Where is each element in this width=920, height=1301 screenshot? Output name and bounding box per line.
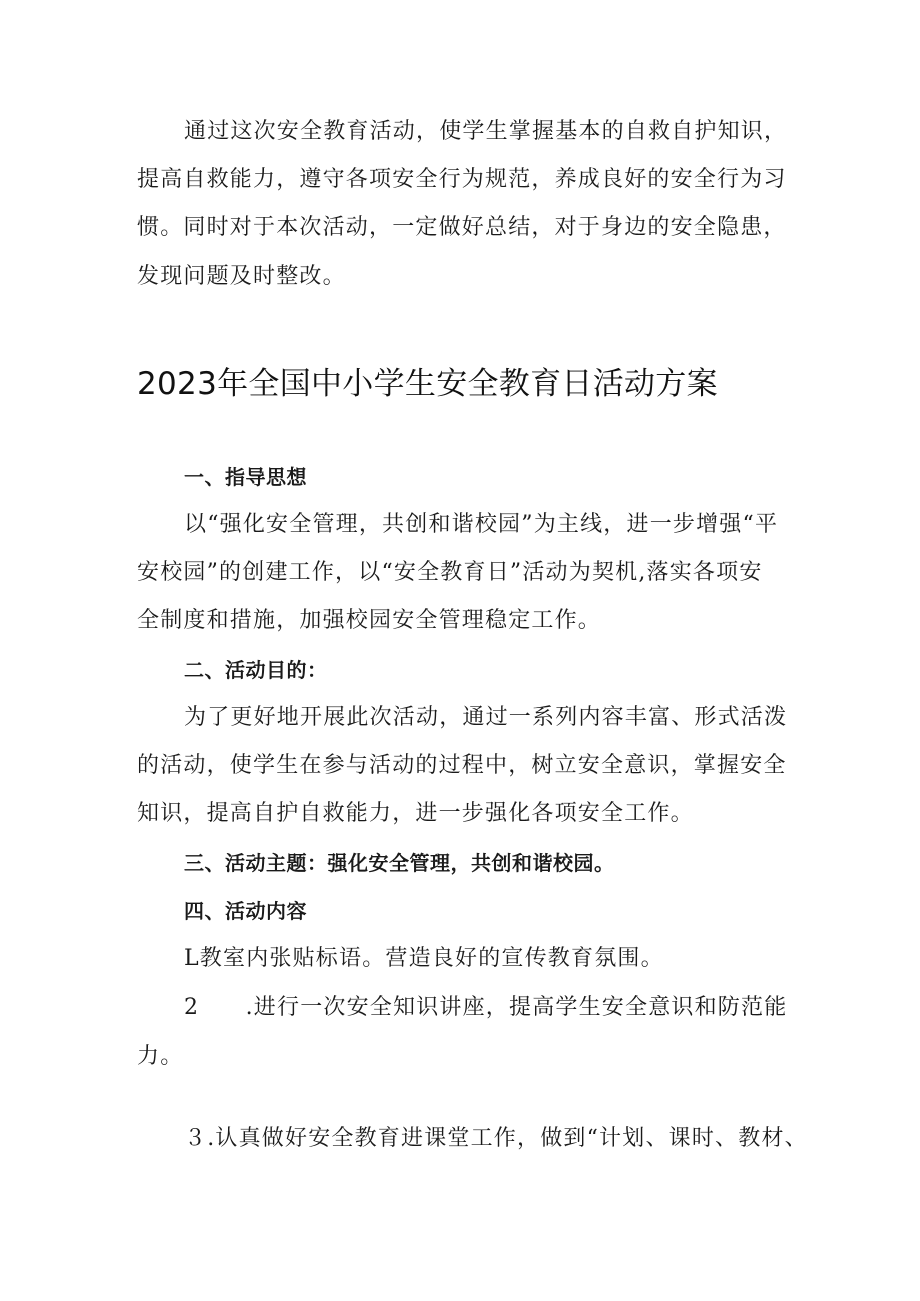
intro-line-3: 惯。同时对于本次活动，一定做好总结，对于身边的安全隐患， — [137, 215, 787, 240]
section1-line-2: 安校园”的创建工作，以“安全教育日”活动为契机,落实各项安 — [137, 560, 763, 585]
section4-item-2-cont: 力。 — [137, 1044, 184, 1069]
intro-line-2: 提高自救能力，遵守各项安全行为规范，养成良好的安全行为习 — [137, 167, 787, 192]
intro-line-1: 通过这次安全教育活动，使学生掌握基本的自救自护知识， — [184, 119, 788, 144]
section2-line-3: 知识，提高自护自救能力，进一步强化各项安全工作。 — [137, 801, 694, 826]
section2-line-1: 为了更好地开展此次活动，通过一系列内容丰富、形式活泼 — [184, 705, 788, 730]
section1-line-1: 以“强化安全管理，共创和谐校园”为主线，进一步增强“平 — [184, 512, 779, 537]
section4-item-3: ３.认真做好安全教育进课堂工作，做到“计划、课时、教材、 — [184, 1126, 808, 1151]
section4-item-1: L教室内张贴标语。营造良好的宣传教育氛围。 — [184, 946, 664, 971]
section2-line-2: 的活动，使学生在参与活动的过程中，树立安全意识，掌握安全 — [137, 753, 787, 778]
section4-item-2: 2 .进行一次安全知识讲座，提高学生安全意识和防范能 — [184, 995, 788, 1020]
document-title: 2023年全国中小学生安全教育日活动方案 — [137, 366, 718, 402]
section1-line-3: 全制度和措施，加强校园安全管理稳定工作。 — [137, 608, 602, 633]
section4-heading: 四、活动内容 — [184, 899, 307, 923]
section1-heading: 一、指导思想 — [184, 465, 307, 489]
section2-heading: 二、活动目的： — [184, 658, 328, 682]
intro-line-4: 发现问题及时整改。 — [137, 264, 346, 289]
section3-heading: 三、活动主题：强化安全管理，共创和谐校园。 — [184, 851, 615, 875]
